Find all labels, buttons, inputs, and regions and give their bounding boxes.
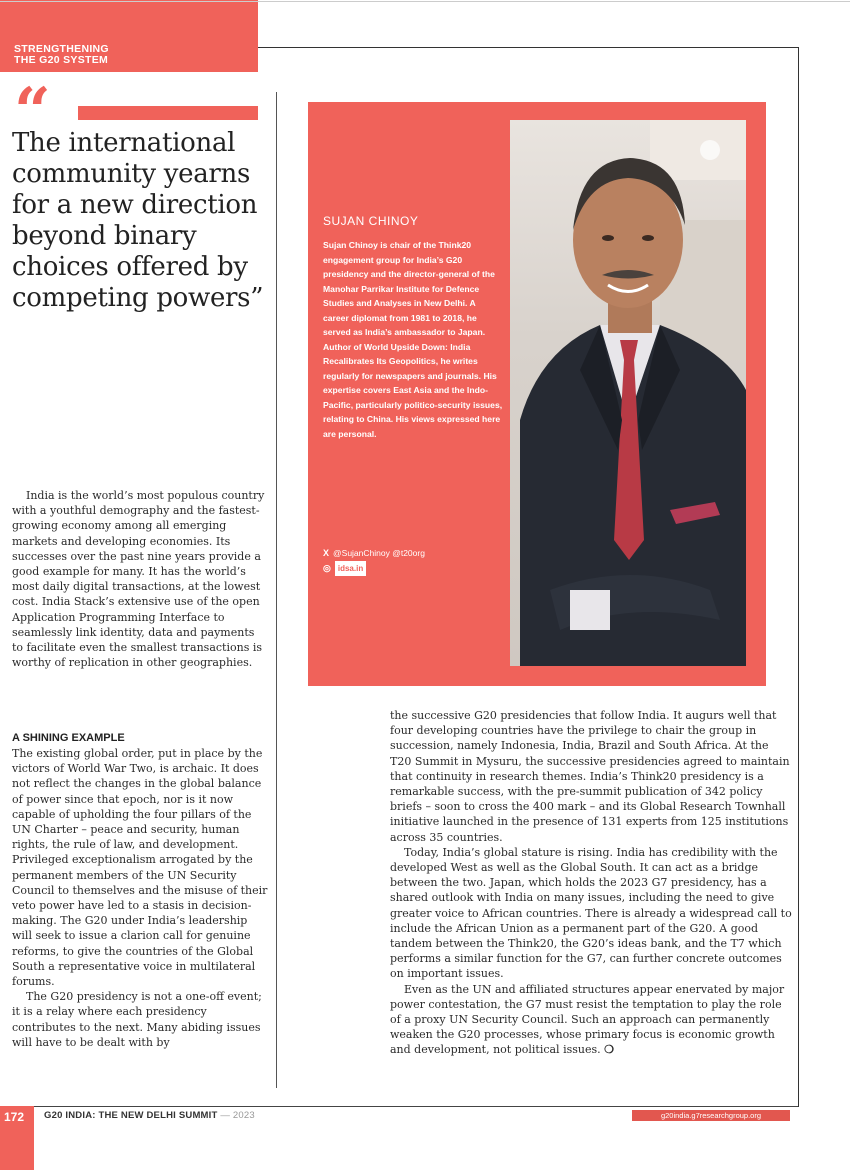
article-column-left-intro [12,488,268,670]
section-label [14,44,109,66]
publication-name: G20 INDIA: THE NEW DELHI SUMMIT [44,1110,218,1121]
article-paragraph: India is the world’s most populous country with a youthful demography and the fastest-growing economy among all emerging markets and developing economies. Its successes over the past nine years provide a good example for many. It has the world’s most daily digital transactions, at the lowest cost. India Stack’s extensive use of the open Application Programming Interface to seamlessly link identity, data and payments to facilitate even the smallest transactions is worthy of replication in other geographies. [12,489,265,670]
end-mark-icon: ❍ [604,1043,614,1057]
x-handle-row [323,546,508,561]
author-bio: Sujan Chinoy is chair of the Think20 engagement group for India’s G20 presidency and the director-general of the Manohar Parrikar Institute for Defence Studies and Analyses in New Delhi. A career diplomat from 1981 to 2018, he served as India’s ambassador to Japan. Author of World Upside Down: India Recalibrates Its Geopolitics, he writes regularly for newspapers and journals. His expertise covers East Asia and the Indo-Pacific, particularly politico-security issues, relating to China. His views expressed here are personal. [323,240,503,439]
article-paragraph: the successive G20 presidencies that follow India. It augurs well that four developing countries have the privilege to chair the group in succession, namely Indonesia, India, Brazil and South Africa. At the T20 Summit in Mysuru, the successive presidencies agreed to maintain that continuity in research themes. India’s Think20 presidency is a remarkable success, with the pre-summit publication of 342 policy briefs – soon to cross the 400 mark – and its Global Research Townhall initiative launched in the presence of 131 experts from 125 institutions across 35 countries. [390,709,790,844]
article-paragraph: Today, India’s global stature is rising. India has credibility with the developed West as well as the Global South. It can act as a bridge between the two. Japan, which holds the 2023 G7 presidency, has a shared outlook with India on many issues, including the need to give greater voice to African countries. There is already a widespread call to include the African Union as a permanent part of the G20. A good tandem between the Think20, the G20’s ideas bank, and the T7 which performs a similar function for the G7, can further concrete outcomes on important issues. [390,845,792,981]
website-row [323,561,508,576]
right-border-rule [798,47,799,1107]
header-rule [258,47,798,48]
article-paragraph: The existing global order, put in place by the victors of World War Two, is archaic. It does not reflect the changes in the global balance of power since that epoch, nor is it now capable of upholding the four pillars of the UN Charter – peace and security, human rights, the rule of law, and development. Privileged exceptionalism arrogated by the permanent members of the UN Security Council to themselves and the misuse of their veto power have led to a stasis in decision-making. The G20 under India’s leadership will seek to issue a clarion call for genuine reforms, to give the countries of the Global South a representative voice in multilateral forums. [12,747,268,989]
author-social [323,546,508,576]
section-label-line2: THE G20 SYSTEM [14,54,109,66]
author-portrait-illustration [510,120,746,666]
footer-rule [8,1106,798,1107]
column-divider [276,92,277,1088]
author-name: SUJAN CHINOY [323,214,419,228]
quote-mark-icon: “ [14,74,51,149]
article-paragraph-text: Even as the UN and affiliated structures appear enervated by major power contestation, the G7 must resist the temptation to play the role of a proxy UN Security Council. Such an approach can permanently weaken the G20 processes, whose primary focus is economic growth and development, not political issues. [390,982,785,1057]
quote-bar [78,106,258,120]
article-column-left [12,731,268,1050]
article-paragraph: The G20 presidency is not a one-off event; it is a relay where each presidency contributes to the next. Many abiding issues will have to be dealt with by [12,990,262,1049]
footer-url[interactable]: g20india.g7researchgroup.org [632,1110,790,1121]
x-handles[interactable]: @SujanChinoy @t20org [333,548,425,558]
top-edge [0,1,850,2]
author-photo [510,120,746,666]
globe-icon: ◎ [323,563,331,573]
pull-quote: The international community yearns for a new direction beyond binary choices offered by competing powers” [12,128,264,313]
website-tag[interactable]: idsa.in [335,561,366,576]
article-column-right [390,708,792,1058]
x-logo-icon: X [323,548,330,558]
issue-label: — 2023 [220,1110,255,1121]
page-number: 172 [4,1110,25,1124]
article-paragraph [390,982,792,1058]
footer-title [44,1110,255,1121]
section-label-line1: STRENGTHENING [14,43,109,55]
subheading: A SHINING EXAMPLE [12,732,125,744]
section-tag [0,0,258,72]
